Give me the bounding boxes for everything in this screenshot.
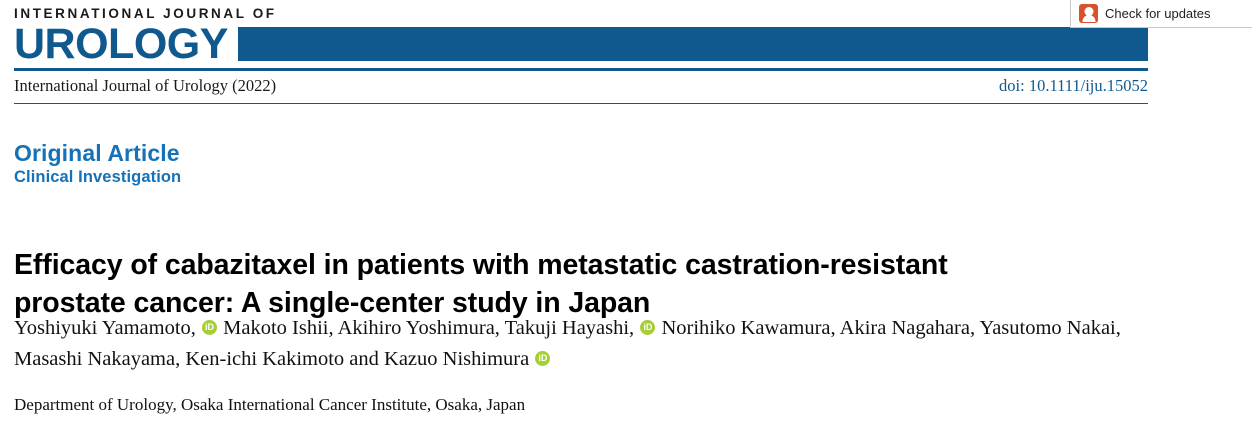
author-list — [14, 313, 1124, 375]
journal-kicker: INTERNATIONAL JOURNAL OF — [14, 6, 277, 21]
crossmark-icon — [1079, 4, 1098, 23]
orcid-icon[interactable] — [202, 320, 217, 335]
article-type-primary: Original Article — [14, 140, 180, 166]
author-name: Akira Nagahara, Yasutomo Nakai, Masashi Nakayama, Ken-ichi Kakimoto and Kazuo Nishimura — [14, 317, 1121, 370]
journal-title: UROLOGY — [14, 20, 228, 68]
author-name: Yoshiyuki Yamamoto, — [14, 317, 196, 339]
article-type-secondary: Clinical Investigation — [14, 168, 182, 187]
masthead-bar — [238, 27, 1148, 61]
author-name: Norihiko Kawamura, — [661, 317, 836, 339]
doi-link[interactable]: doi: 10.1111/iju.15052 — [999, 76, 1148, 95]
page-title: Efficacy of cabazitaxel in patients with metastatic castration-resistant prostate cancer: A single-center study in Japan — [14, 249, 948, 319]
article-type — [14, 140, 181, 187]
citation-line — [14, 76, 1148, 96]
journal-citation: International Journal of Urology (2022) — [14, 76, 277, 95]
journal-title-row — [14, 20, 1148, 68]
check-for-updates-label: Check for updates — [1105, 6, 1211, 21]
masthead-rule — [14, 68, 1148, 71]
check-for-updates-badge[interactable] — [1070, 0, 1252, 28]
journal-masthead — [14, 6, 1148, 67]
citation-rule — [14, 103, 1148, 104]
orcid-icon[interactable] — [535, 351, 550, 366]
affiliation: Department of Urology, Osaka International Cancer Institute, Osaka, Japan — [14, 395, 526, 414]
orcid-icon[interactable] — [640, 320, 655, 335]
author-name: Makoto Ishii, Akihiro Yoshimura, Takuji Hayashi, — [223, 317, 635, 339]
